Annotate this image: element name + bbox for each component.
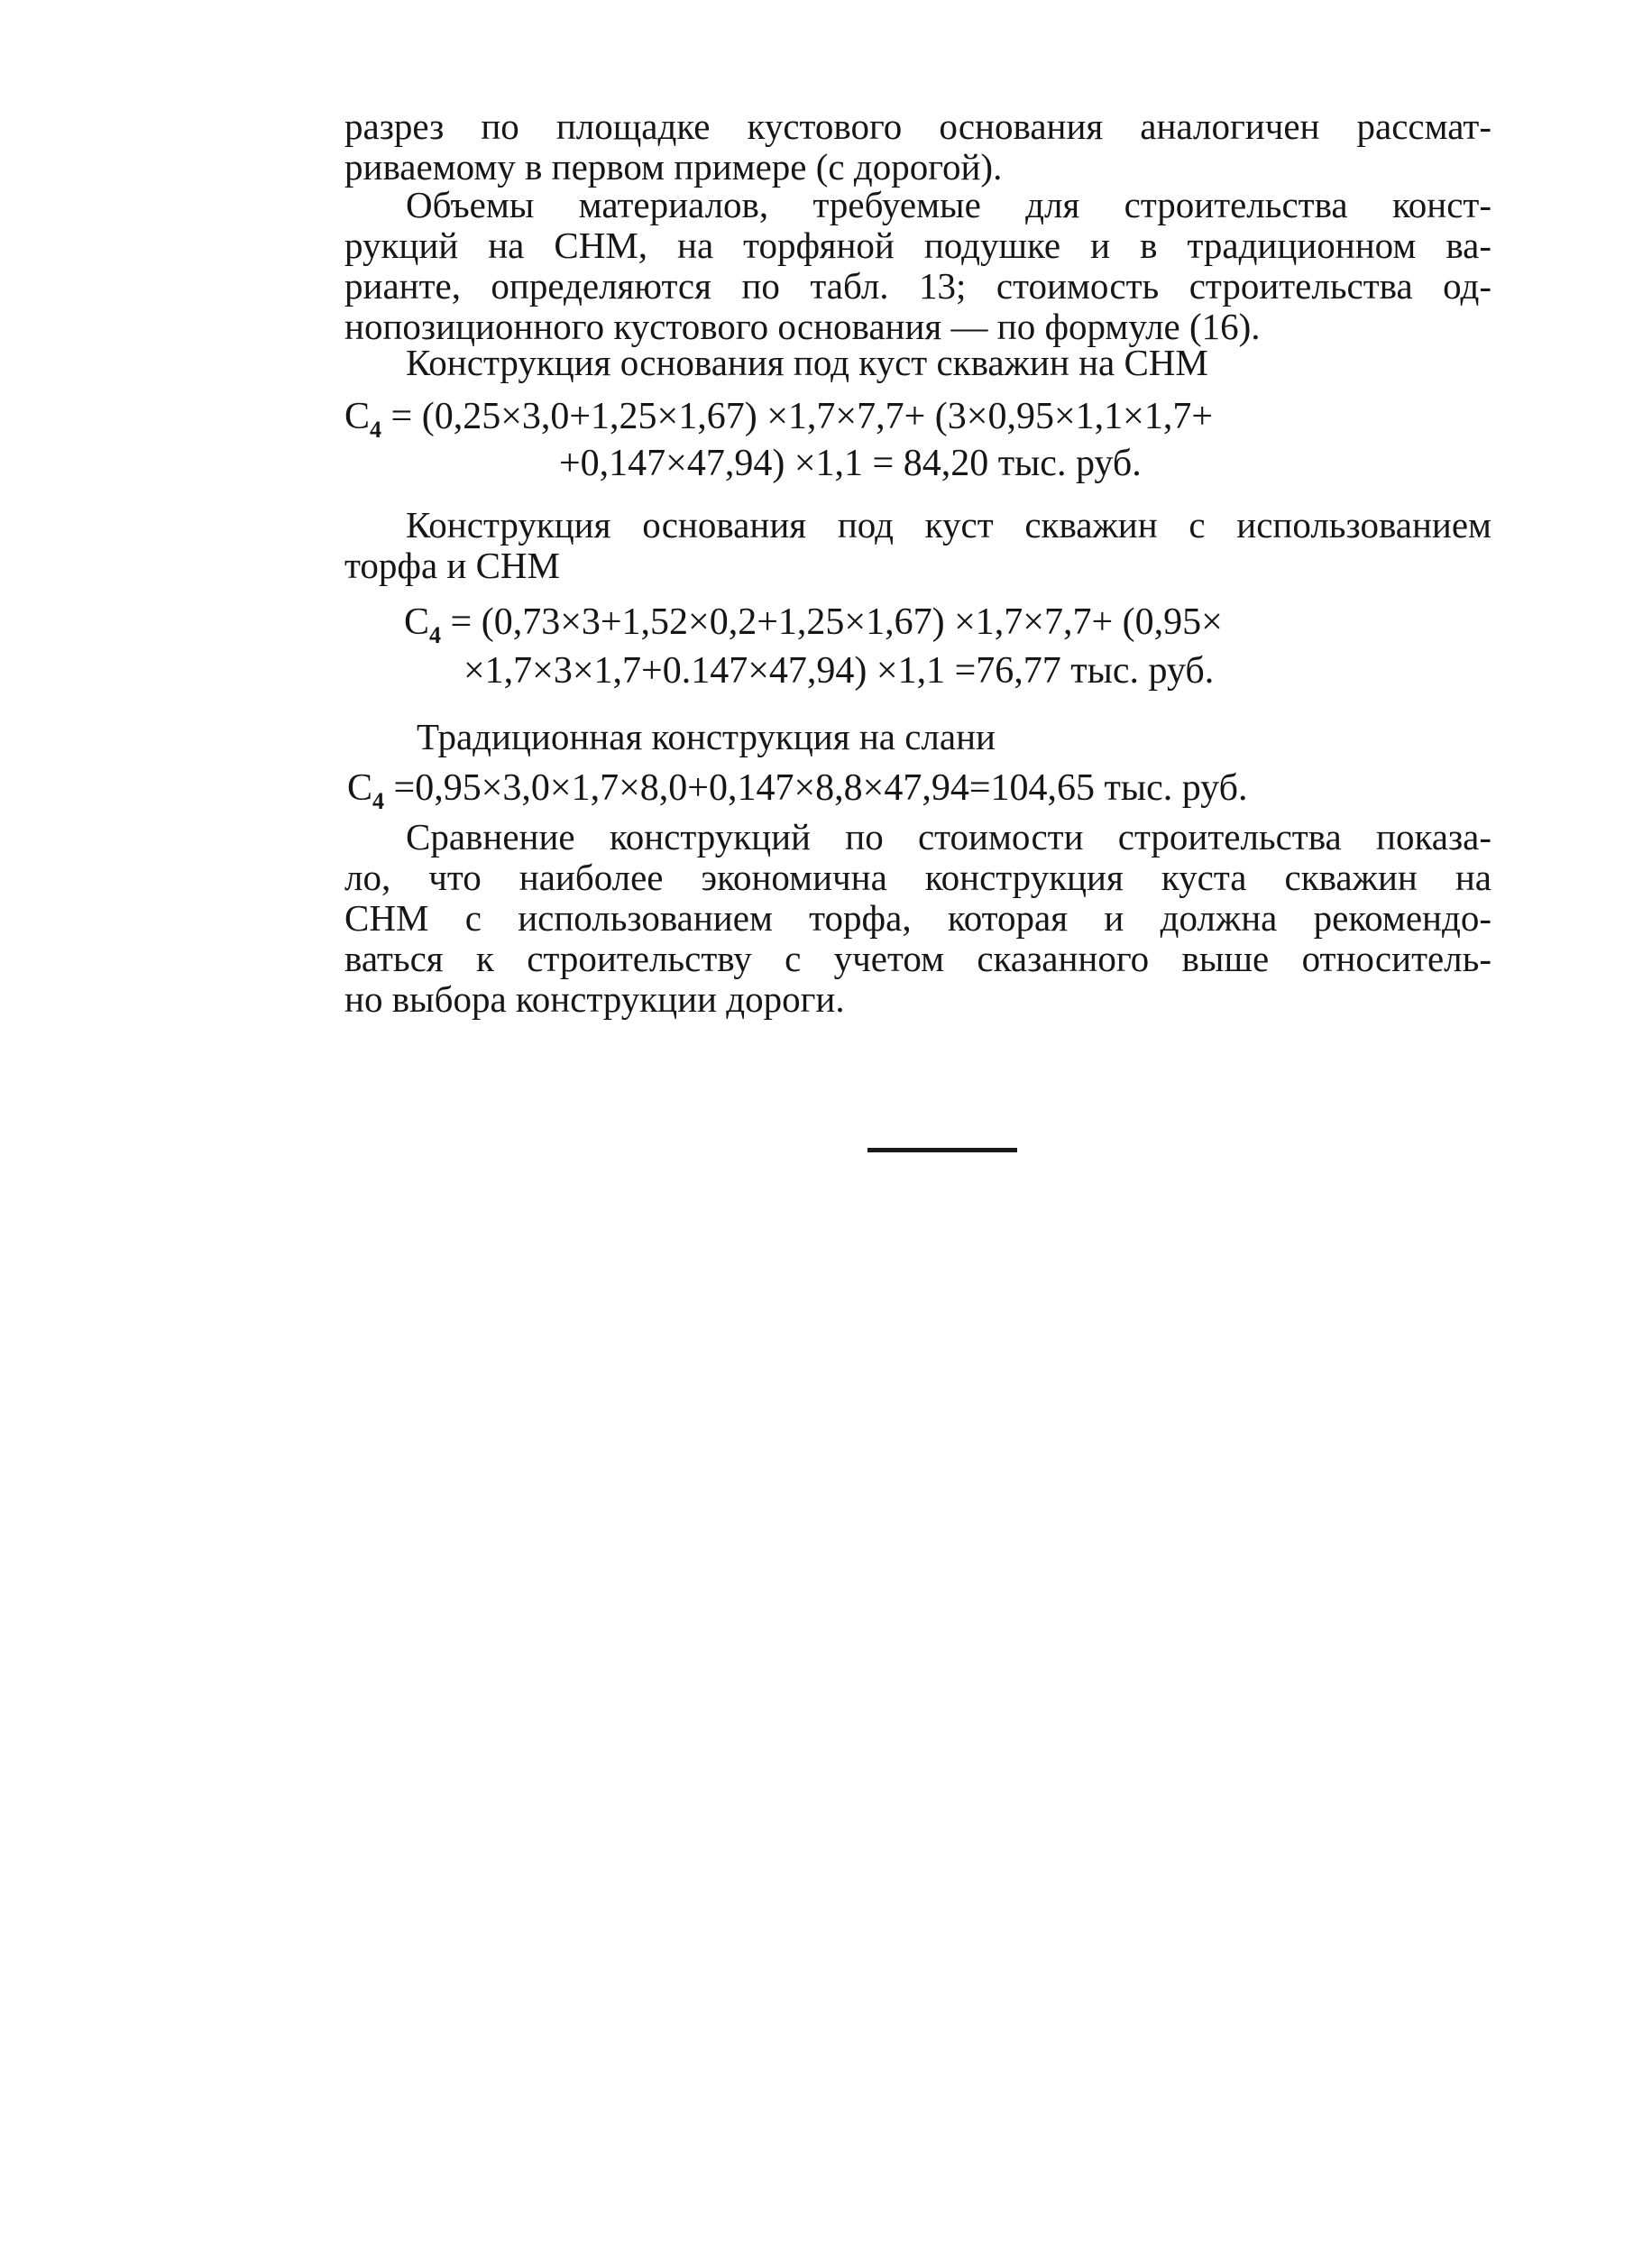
formula-c4-snm-line2 [559, 444, 1142, 484]
text-line: Конструкция основания под куст скважин на СНМ [406, 342, 1208, 383]
formula-subscript: 4 [370, 417, 382, 443]
formula-expression: = (0,73×3+1,52×0,2+1,25×1,67) ×1,7×7,7+ (0,95× [450, 601, 1223, 643]
formula-expression: +0,147×47,94) ×1,1 = 84,20 тыс. руб. [559, 443, 1142, 484]
text-line: СНМ с использованием торфа, которая и должна рекомендо- [344, 897, 1491, 939]
text-line: торфа и СНМ [344, 545, 560, 586]
paragraph-conclusion [344, 817, 1491, 1020]
text-line: Традиционная конструкция на слани [417, 716, 996, 757]
formula-variable: C [344, 396, 371, 437]
text-line: риваемому в первом примере (с дорогой). [344, 146, 1003, 188]
formula-c4-peat-line1 [404, 602, 1223, 647]
formula-variable: C [347, 767, 373, 809]
heading-snm-construction [344, 343, 1491, 383]
formula-expression: = (0,25×3,0+1,25×1,67) ×1,7×7,7+ (3×0,95×1,1×1,7+ [390, 396, 1214, 437]
heading-traditional-construction [344, 717, 1491, 757]
text-line: рианте, определяются по табл. 13; стоимость строительства од- [344, 265, 1491, 307]
text-line: разрез по площадке кустового основания аналогичен рассмат- [344, 105, 1491, 147]
formula-variable: C [404, 601, 430, 643]
formula-subscript: 4 [429, 622, 442, 648]
formula-c4-traditional [347, 768, 1247, 812]
formula-c4-snm-line1 [344, 397, 1213, 441]
text-line: Объемы материалов, требуемые для строительства конст- [406, 184, 1491, 225]
formula-expression: ×1,7×3×1,7+0.147×47,94) ×1,1 =76,77 тыс. руб. [463, 650, 1215, 692]
text-line: Конструкция основания под куст скважин с использованием [406, 504, 1491, 546]
formula-expression: =0,95×3,0×1,7×8,0+0,147×8,8×47,94=104,65 тыс. руб. [393, 767, 1248, 809]
text-line: ваться к строительству с учетом сказанного выше относитель- [344, 938, 1491, 979]
text-line: но выбора конструкции дороги. [344, 978, 845, 1020]
formula-subscript: 4 [372, 788, 385, 814]
text-line: рукций на СНМ, на торфяной подушке и в традиционном ва- [344, 225, 1491, 266]
text-line: Сравнение конструкций по стоимости строительства показа- [406, 816, 1491, 858]
heading-peat-snm-construction [344, 505, 1491, 586]
text-line: нопозиционного кустового основания — по формуле (16). [344, 306, 1261, 347]
formula-c4-peat-line2 [463, 651, 1214, 692]
section-divider [867, 1148, 1017, 1152]
text-line: ло, что наиболее экономична конструкция куста скважин на [344, 857, 1491, 898]
paragraph-materials [344, 185, 1491, 347]
paragraph-intro [344, 106, 1491, 188]
